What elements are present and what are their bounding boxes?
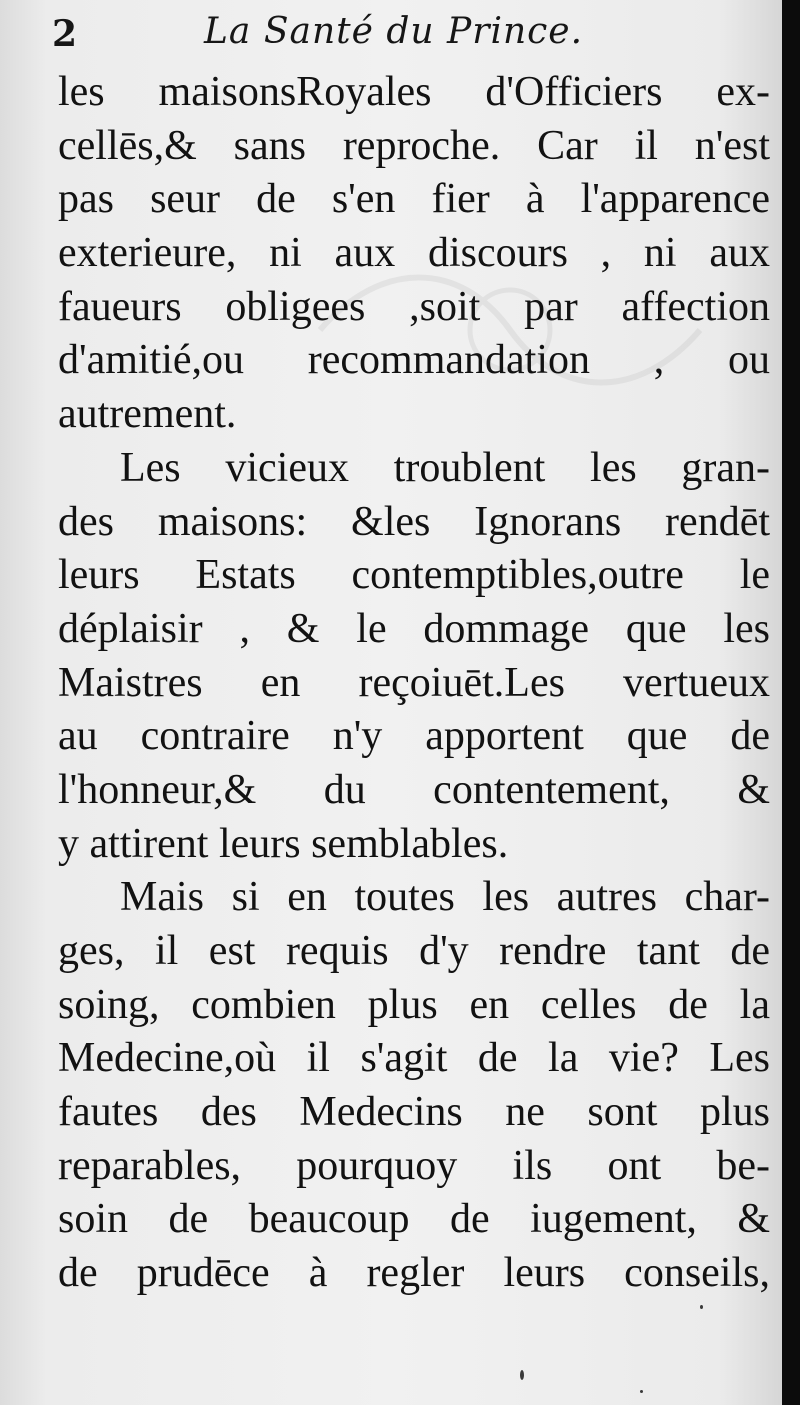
text-line: soing, combien plus en celles de la xyxy=(58,981,770,1028)
page-number: 2 xyxy=(52,13,78,55)
paper-speck xyxy=(520,1370,524,1380)
text-line: exterieure, ni aux discours , ni aux xyxy=(58,230,770,277)
text-line: l'honneur,& du contentement, & xyxy=(58,766,770,813)
text-line: autrement. xyxy=(58,391,237,438)
text-line: des maisons: &les Ignorans rendēt xyxy=(58,498,770,545)
text-line: ges, il est requis d'y rendre tant de xyxy=(58,928,770,974)
text-line: au contraire n'y apportent que de xyxy=(58,713,770,760)
text-line: soin de beaucoup de iugement, & xyxy=(58,1196,770,1243)
running-title: La Santé du Prince. xyxy=(204,11,584,52)
page-header xyxy=(40,6,740,62)
text-line: leurs Estats contemptibles,outre le xyxy=(58,552,770,599)
text-line: Maistres en reçoiuēt.Les vertueux xyxy=(58,659,770,706)
text-line: Medecine,où il s'agit de la vie? Les xyxy=(58,1035,770,1082)
text-line: faueurs obligees ,soit par affection xyxy=(58,283,770,330)
text-line: de prudēce à regler leurs conseils, xyxy=(58,1250,770,1297)
text-line: fautes des Medecins ne sont plus xyxy=(58,1089,770,1136)
paper-speck xyxy=(700,1305,703,1309)
text-line: pas seur de s'en fier à l'apparence xyxy=(58,176,770,223)
text-line: déplaisir , & le dommage que les xyxy=(58,605,770,652)
paper-speck xyxy=(640,1390,643,1393)
text-line: les maisonsRoyales d'Officiers ex- xyxy=(58,69,770,115)
text-line: d'amitié,ou recommandation , ou xyxy=(58,337,770,384)
text-line: y attirent leurs semblables. xyxy=(58,820,509,867)
text-line: Les vicieux troublent les gran- xyxy=(120,444,770,491)
text-line: cellēs,& sans reproche. Car il n'est xyxy=(58,122,770,169)
body-text xyxy=(58,66,770,1301)
text-line: Mais si en toutes les autres char- xyxy=(120,874,770,921)
binding-gutter xyxy=(782,0,800,1405)
text-line: reparables, pourquoy ils ont be- xyxy=(58,1142,770,1189)
